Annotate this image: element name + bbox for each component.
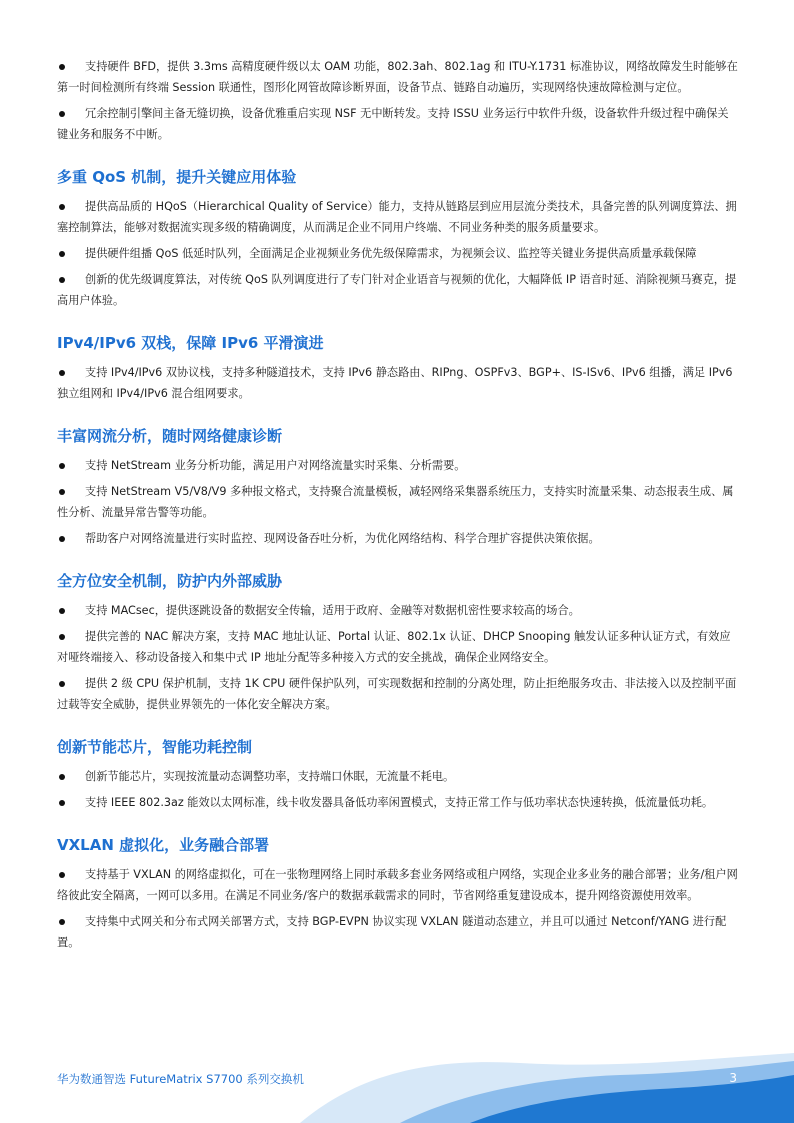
bullet-item: 帮助客户对网络流量进行实时监控、现网设备吞吐分析，为优化网络结构、科学合理扩容提供决策依据。 xyxy=(57,528,739,549)
section-heading: 创新节能芯片，智能功耗控制 xyxy=(57,738,253,756)
bullet-item: 提供 2 级 CPU 保护机制，支持 1K CPU 硬件保护队列，可实现数据和控制的分离处理，防止拒绝服务攻击、非法接入以及控制平面过载等安全威胁，提供业界领先的一体化安全解决方案。 xyxy=(57,677,737,711)
bullet-icon xyxy=(59,370,65,376)
section-intro xyxy=(57,56,739,145)
bullet-item: 支持 NetStream V5/V8/V9 多种报文格式，支持聚合流量模板，减轻网络采集器系统压力，支持实时流量采集、动态报表生成、属性分析、流量异常告警等功能。 xyxy=(57,485,734,519)
bullet-item: 支持 MACsec，提供逐跳设备的数据安全传输，适用于政府、金融等对数据机密性要求较高的场合。 xyxy=(57,600,739,621)
bullet-item: 提供完善的 NAC 解决方案，支持 MAC 地址认证、Portal 认证、802.1x 认证、DHCP Snooping 触发认证多种认证方式，有效应对哑终端接入、移动设备接入和集中式 IP 地址分配等多种接入方式的安全挑战，确保企业网络安全。 xyxy=(57,630,731,664)
section-ipv6 xyxy=(57,333,739,404)
bullet-item: 提供高品质的 HQoS（Hierarchical Quality of Service）能力，支持从链路层到应用层流分类技术，具备完善的队列调度算法、拥塞控制算法，能够对数据流实现多级的精确调度，从而满足企业不同用户终端、不同业务种类的服务质量要求。 xyxy=(57,200,737,234)
bullet-icon xyxy=(59,489,65,495)
bullet-item: 支持集中式网关和分布式网关部署方式，支持 BGP-EVPN 协议实现 VXLAN 隧道动态建立，并且可以通过 Netconf/YANG 进行配置。 xyxy=(57,915,727,949)
bullet-icon xyxy=(59,800,65,806)
section-vxlan xyxy=(57,835,739,953)
bullet-icon xyxy=(59,774,65,780)
bullet-icon xyxy=(59,277,65,283)
footer-product-name: 华为数通智选 FutureMatrix S7700 系列交换机 xyxy=(57,1072,304,1086)
bullet-icon xyxy=(59,608,65,614)
section-energy xyxy=(57,737,739,813)
bullet-item: 创新的优先级调度算法，对传统 QoS 队列调度进行了专门针对企业语音与视频的优化，大幅降低 IP 语音时延、消除视频马赛克，提高用户体验。 xyxy=(57,273,737,307)
bullet-item: 提供硬件组播 QoS 低延时队列，全面满足企业视频业务优先级保障需求，为视频会议、监控等关键业务提供高质量承载保障 xyxy=(57,243,739,264)
section-heading: 多重 QoS 机制，提升关键应用体验 xyxy=(57,168,297,186)
bullet-icon xyxy=(59,634,65,640)
bullet-icon xyxy=(59,463,65,469)
page-footer xyxy=(0,1053,794,1123)
bullet-item: 冗余控制引擎间主备无缝切换，设备优雅重启实现 NSF 无中断转发。支持 ISSU 业务运行中软件升级，设备软件升级过程中确保关键业务和服务不中断。 xyxy=(57,107,729,141)
document-body xyxy=(57,56,739,958)
bullet-item: 创新节能芯片，实现按流量动态调整功率，支持端口休眠，无流量不耗电。 xyxy=(57,766,739,787)
bullet-icon xyxy=(59,681,65,687)
bullet-icon xyxy=(59,204,65,210)
bullet-icon xyxy=(59,251,65,257)
section-heading: IPv4/IPv6 双栈，保障 IPv6 平滑演进 xyxy=(57,334,324,352)
bullet-item: 支持基于 VXLAN 的网络虚拟化，可在一张物理网络上同时承载多套业务网络或租户网络，实现企业多业务的融合部署；业务/租户网络彼此安全隔离，一网可以多用。在满足不同业务/客户的数据承载需求的同时，节省网络重复建设成本，提升网络资源使用效率。 xyxy=(57,868,738,902)
section-security xyxy=(57,571,739,715)
section-heading: VXLAN 虚拟化，业务融合部署 xyxy=(57,836,270,854)
bullet-icon xyxy=(59,872,65,878)
footer-wave-decoration xyxy=(0,1053,794,1123)
bullet-icon xyxy=(59,536,65,542)
bullet-item: 支持 NetStream 业务分析功能，满足用户对网络流量实时采集、分析需要。 xyxy=(57,455,739,476)
section-heading: 全方位安全机制，防护内外部威胁 xyxy=(57,572,283,590)
bullet-item: 支持 IEEE 802.3az 能效以太网标准，线卡收发器具备低功率闲置模式，支持正常工作与低功率状态快速转换，低流量低功耗。 xyxy=(57,792,739,813)
bullet-icon xyxy=(59,64,65,70)
bullet-icon xyxy=(59,919,65,925)
bullet-icon xyxy=(59,111,65,117)
page-number: 3 xyxy=(729,1071,737,1085)
bullet-item: 支持硬件 BFD，提供 3.3ms 高精度硬件级以太 OAM 功能，802.3ah、802.1ag 和 ITU-Y.1731 标准协议，网络故障发生时能够在第一时间检测所有终端 Session 联通性，图形化网管故障诊断界面，设备节点、链路自动遍历，实现网络快速故障检测与定位。 xyxy=(57,60,738,94)
bullet-item: 支持 IPv4/IPv6 双协议栈，支持多种隧道技术，支持 IPv6 静态路由、RIPng、OSPFv3、BGP+、IS-ISv6、IPv6 组播，满足 IPv6 独立组网和 IPv4/IPv6 混合组网要求。 xyxy=(57,366,733,400)
section-qos xyxy=(57,167,739,311)
section-heading: 丰富网流分析，随时网络健康诊断 xyxy=(57,427,283,445)
section-netstream xyxy=(57,426,739,549)
